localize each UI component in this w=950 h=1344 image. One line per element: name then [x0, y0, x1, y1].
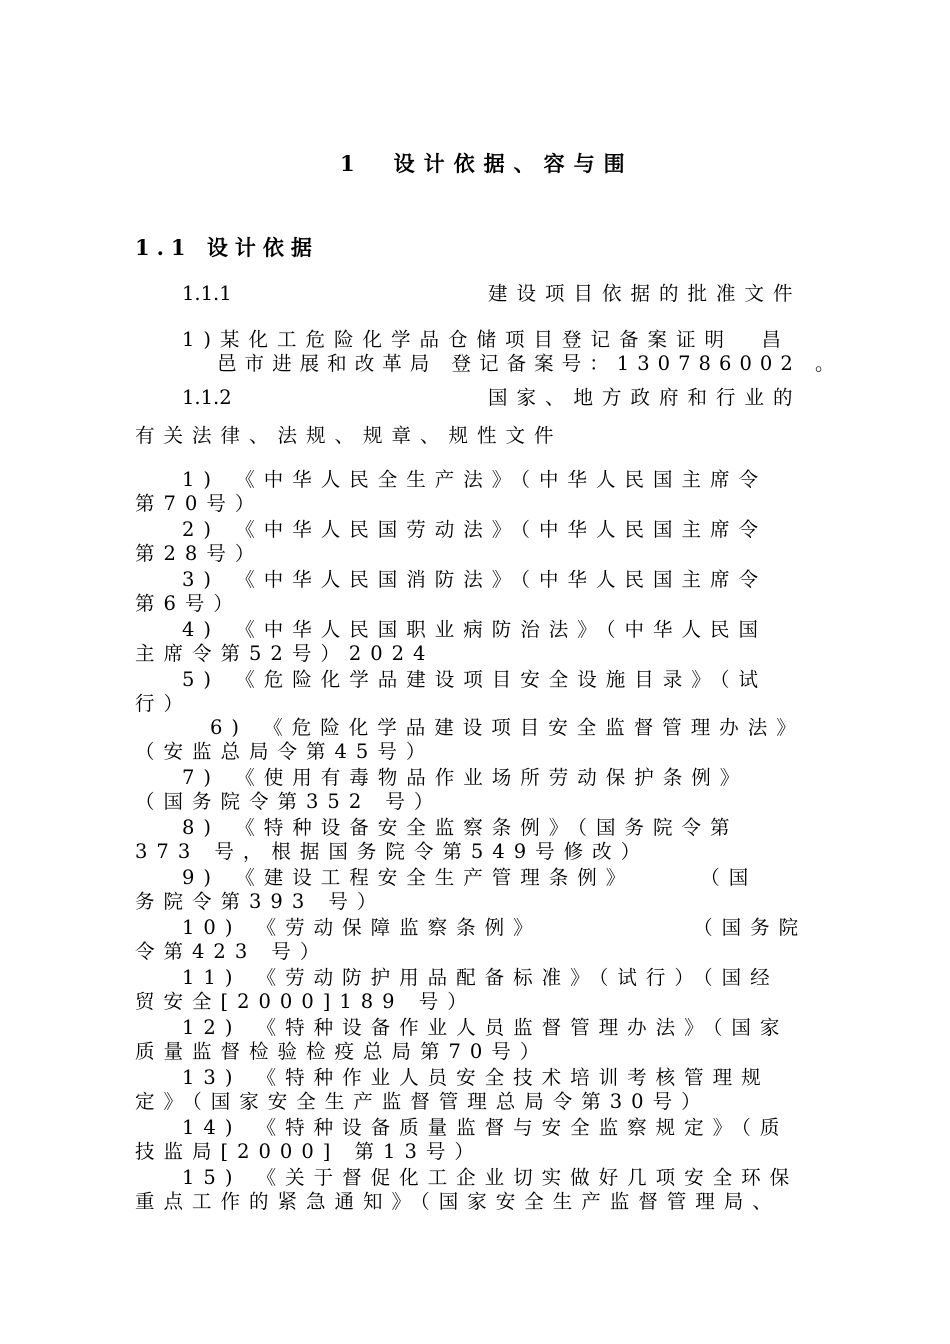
law-item-line: （国务院令第352 号） — [135, 790, 443, 813]
law-item-line: 10) 《劳动保障监察条例》 （国务院 — [182, 916, 808, 939]
section-heading-1-1: 1.1 设计依据 — [135, 235, 319, 260]
law-item-line: 第28号） — [135, 542, 264, 565]
law-item-line: 令第423 号） — [135, 940, 329, 963]
law-item-line: 第6号） — [135, 592, 242, 615]
law-item-line: 1) 《中华人民全生产法》（中华人民国主席令 — [182, 468, 767, 491]
subsection-title-1-1-2-cont: 有关法律、法规、规章、规性文件 — [135, 424, 563, 447]
subsection-number-1-1-1: 1.1.1 — [182, 282, 232, 305]
law-item-line: 4) 《中华人民国职业病防治法》（中华人民国 — [182, 618, 767, 641]
law-item-line: 5) 《危险化学品建设项目安全设施目录》（试 — [182, 668, 767, 691]
law-item-line: 重点工作的紧急通知》（国家安全生产监督管理局、 — [135, 1190, 781, 1213]
law-item-line: 技监局[2000] 第13号） — [135, 1140, 483, 1163]
subsection-title-1-1-1: 建设项目依据的批准文件 — [488, 282, 802, 305]
law-item-line: 2) 《中华人民国劳动法》（中华人民国主席令 — [182, 518, 767, 541]
law-item-line: 373 号，根据国务院令第549号修改） — [135, 840, 650, 863]
law-item-line: 7) 《使用有毒物品作业场所劳动保护条例》 — [182, 766, 749, 789]
law-item-line: 6) 《危险化学品建设项目安全监督管理办法》 — [210, 716, 805, 739]
law-item-line: 9) 《建设工程安全生产管理条例》 （国 — [182, 866, 758, 889]
law-item-line: 定》（国家安全生产监督管理总局令第30号） — [135, 1090, 710, 1113]
law-item-line: 13) 《特种作业人员安全技术培训考核管理规 — [182, 1066, 770, 1089]
law-item-line: 行） — [135, 692, 193, 715]
law-item-line: 3) 《中华人民国消防法》（中华人民国主席令 — [182, 568, 767, 591]
law-item-line: 14) 《特种设备质量监督与安全监察规定》（质 — [182, 1116, 789, 1139]
subsection-number-1-1-2: 1.1.2 — [182, 386, 232, 409]
law-item-line: 15) 《关于督促化工企业切实做好几项安全环保 — [182, 1166, 799, 1189]
law-item-line: 8) 《特种设备安全监察条例》（国务院令第 — [182, 816, 739, 839]
law-item-line: 第70号） — [135, 492, 264, 515]
law-item-line: 12) 《特种设备作业人员监督管理办法》（国家 — [182, 1016, 789, 1039]
chapter-title: 1 设计依据、容与围 — [340, 151, 634, 176]
law-item-line: 11) 《劳动防护用品配备标准》（试行）（国经 — [182, 966, 779, 989]
law-item-line: （安监总局令第45号） — [135, 740, 435, 763]
law-item-line: 务院令第393 号） — [135, 890, 386, 913]
law-item-line: 贸安全[2000]189 号） — [135, 990, 476, 1013]
approval-doc-line: 1)某化工危险化学品仓储项目登记备案证明 昌 — [182, 328, 791, 351]
subsection-title-1-1-2: 国家、地方政府和行业的 — [488, 386, 802, 409]
approval-doc-line: 邑市进展和改革局 登记备案号：130786002 。 — [217, 352, 843, 375]
law-item-line: 主席令第52号）2024 — [135, 642, 435, 665]
law-item-line: 质量监督检验检疫总局第70号） — [135, 1040, 549, 1063]
